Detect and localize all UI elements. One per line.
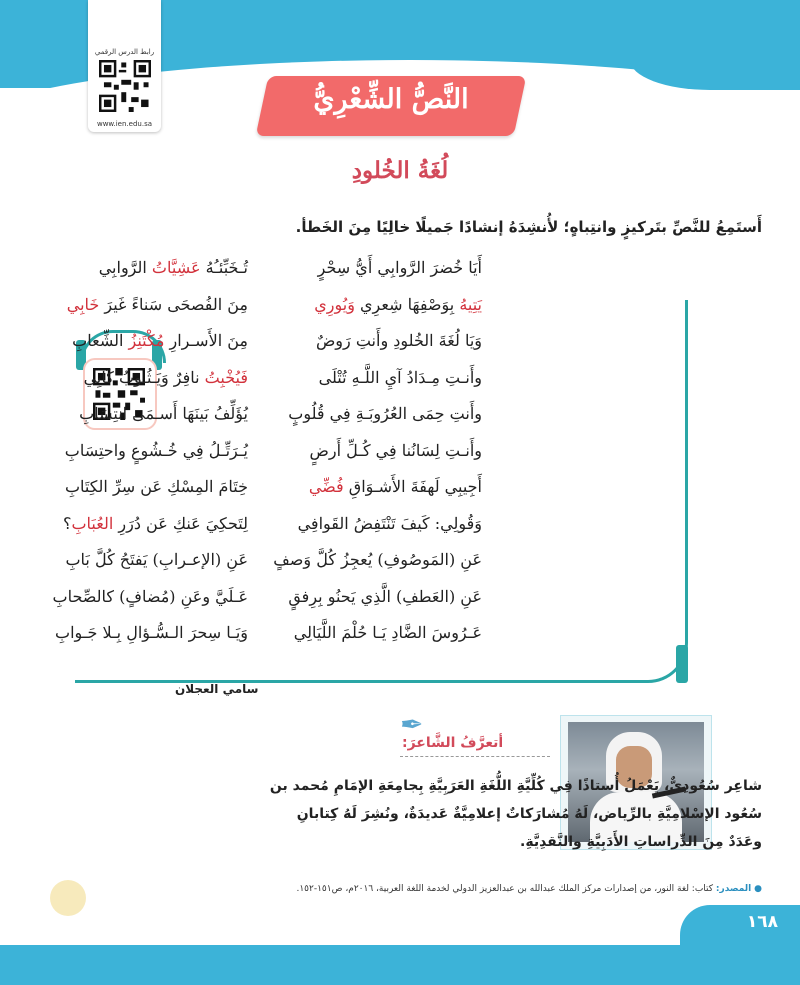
page-number: ١٦٨ [746, 912, 778, 932]
verse-second-hemistich: تُـخَبِّئـُهُ عَشِيَّاتُ الرَّوابِي [98, 258, 248, 277]
qr-code-icon[interactable] [99, 60, 151, 112]
verse-second-hemistich: مِنَ الفُصحَى سَناءً غَيرَ خَابِي [66, 294, 248, 314]
page-number-tab [680, 905, 800, 950]
verse-first-hemistich: عَـرُوسَ الضَّادِ يَـا حُلْمَ اللَّيَالِي [293, 623, 482, 642]
verse-first-hemistich: وأَنتِ حِمَى العُرُوبَـةِ فِي قُلُوبٍ [288, 404, 482, 423]
poet-name: سامي العجلان [175, 682, 259, 696]
verse-first-hemistich: وأَنـتِ لِسَانُنا فِي كُـلِّ أَرضٍ [309, 440, 482, 460]
digital-lesson-qr-card[interactable] [88, 0, 161, 132]
verse-second-hemistich: عَـلَيَّ وعَنِ (مُضافٍ) كالصِّحابِ [52, 586, 248, 606]
bio-line: سُعُود الإسْلامِيَّةِ بالرِّياض، لَهُ مُشارَكاتٌ إعلامِيَّةٌ عَديدَةٌ، ونُشِرَ لَهُ كِتابانِ [296, 806, 762, 822]
section-title: النَّصُّ الشِّعْرِيُّ [313, 84, 469, 115]
verse-second-hemistich: خِتَامَ المِسْكِ عَن سِرِّ الكِتَابِ [64, 477, 248, 496]
verse-first-hemistich: وَقُولِي: كَيفَ تَنْتَفِضُ القَوافِي [297, 513, 482, 533]
verse-first-hemistich: يَتِيهُ بِوَصْفِهَا شِعرِي وَيُورِي [314, 294, 482, 314]
publisher-logo-icon [50, 880, 86, 916]
source-text: كتاب: لغة النور، من إصدارات مركز الملك عبدالله بن عبدالعزيز الدولي لخدمة اللغة العربية، ٢٠١٦م، ص١٥١-١٥٢. [296, 884, 714, 894]
audio-plug-icon [676, 645, 688, 683]
qr-caption: رابط الدرس الرقمي [94, 48, 155, 56]
footer-band [0, 945, 800, 985]
verse-second-hemistich: عَنِ (الإعـرابِ) يَفتَحُ كُلَّ بَابِ [65, 550, 248, 569]
know-poet-label: أتعرَّفُ الشَّاعرَ: [402, 735, 504, 751]
poem-title: لُغَةُ الخُلودِ [351, 157, 449, 184]
verse-second-hemistich: فَيُخْبِتُ نافِرٌ وَيَـثُـوبُ كَابِي [83, 367, 248, 387]
bio-line: شاعِر سُعُودِيٌّ، يَعْمَلُ أُستاذًا فِي كُلِّيَّةِ اللُّغَةِ العَرَبِيَّةِ بِجامِعَةِ الإمَامِ مُحمد بن [269, 778, 762, 794]
poet-biography [42, 772, 762, 856]
verse-first-hemistich: وَيَا لُغَةَ الخُلودِ وأَنتِ رَوضٌ [315, 331, 482, 350]
verse-second-hemistich: يُؤَلِّفُ بَينَهَا أَسـمَى انتِسَابِ [79, 404, 248, 423]
verse-first-hemistich: وأَنـتِ مِـدَادُ آيِ اللَّـهِ تُتْلَى [318, 367, 482, 387]
verse-second-hemistich: وَيَـا سِحرَ الـسُّـؤالِ بِـلا جَـوابِ [55, 623, 248, 642]
verse-second-hemistich: يُـرَتِّـلُ فِي خُـشُوعٍ واحتِسَابِ [64, 440, 248, 460]
verse-first-hemistich: أَجِيبِي لَهفَةَ الأَشـوَاقِ فُضِّي [308, 477, 482, 496]
listening-instruction: أَستَمِعُ للنَّصِّ بتَركيزٍ وانتِباهٍ؛ لأُنشِدَهُ إنشادًا جَميلًا خالِيًا مِنَ الخَطأ. [295, 218, 762, 236]
dashed-divider [400, 756, 550, 757]
feather-pen-icon: ✒ [400, 708, 424, 741]
verse-second-hemistich: لِتَحكِيَ عَنكِ عَن دُرَرِ العُبَابِ؟ [62, 513, 248, 533]
verse-first-hemistich: أَيَا خُضرَ الرَّوابِي أَيُّ سِحْرٍ [317, 258, 482, 277]
verse-first-hemistich: عَنِ (المَوصُوفِ) يُعجِزُ كُلَّ وَصفٍ [273, 550, 482, 569]
source-label: المصدر: [715, 884, 752, 894]
source-citation: ● المصدر: كتاب: لغة النور، من إصدارات مركز الملك عبدالله بن عبدالعزيز الدولي لخدمة اللغة العربية، ٢٠١٦م، ص١٥١-١٥٢. [296, 884, 762, 894]
bio-line: وعَدَدٌ مِنَ الدِّراساتِ الأَدَبِيَّةِ والنَّقدِيَّةِ. [520, 834, 762, 850]
qr-url[interactable]: www.ien.edu.sa [96, 120, 153, 128]
verse-second-hemistich: مِنَ الأَسـرارِ مُكْتَنِزُ الشِّعابِ [72, 331, 248, 350]
verse-first-hemistich: عَنِ (العَطفِ) الَّذِي يَحنُو بِرِفقٍ [288, 586, 482, 606]
